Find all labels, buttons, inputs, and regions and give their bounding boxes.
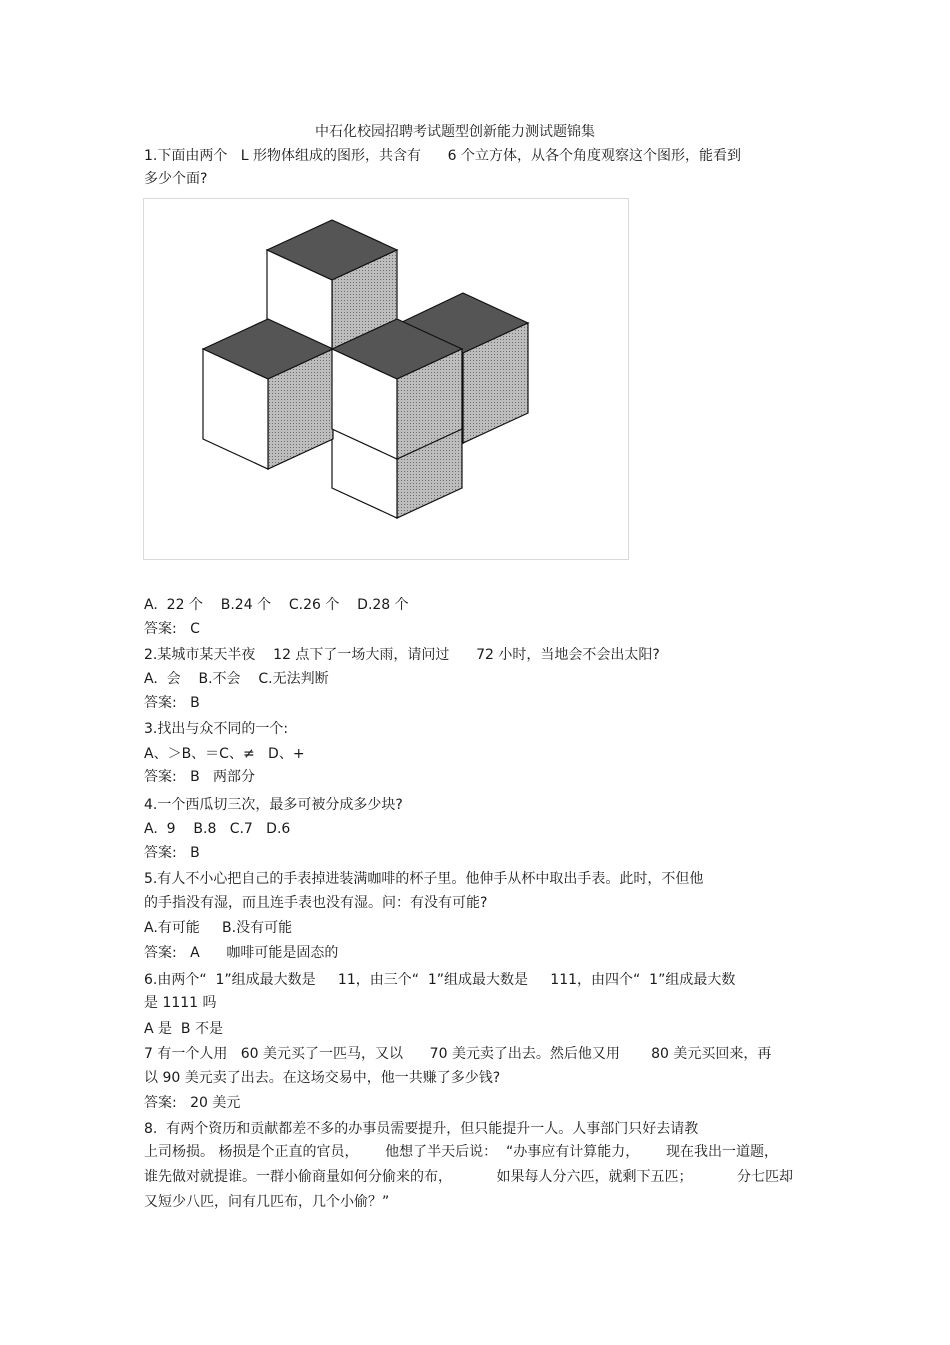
q7-text-line-2: 以 90 美元卖了出去。在这场交易中，他一共赚了多少钱?: [144, 1070, 501, 1086]
q5-text-line-1: 5.有人不小心把自己的手表掉进装满咖啡的杯子里。他伸手从杯中取出手表。此时，不但他: [144, 871, 704, 887]
q6-text-line-1: 6.由两个“ 1”组成最大数是 11，由三个“ 1”组成最大数是 111，由四个“ 1”组成最大数: [144, 972, 736, 988]
q2-options: A. 会 B.不会 C.无法判断: [144, 671, 329, 687]
q5-text-line-2: 的手指没有湿，而且连手表也没有湿。问：有没有可能?: [144, 895, 488, 911]
cube-figure: [143, 198, 629, 560]
q3-answer: 答案: B 两部分: [144, 769, 256, 785]
q3-options: A、＞B、＝C、≠ D、+: [144, 746, 305, 762]
q6-options: A 是 B 不是: [144, 1021, 223, 1037]
q1-options: A. 22 个 B.24 个 C.26 个 D.28 个: [144, 597, 409, 613]
q1-text-line-2: 多少个面?: [144, 171, 208, 187]
q4-text: 4.一个西瓜切三次，最多可被分成多少块?: [144, 797, 403, 813]
q6-text-line-2: 是 1111 吗: [144, 995, 217, 1011]
q8-text-line-4: 又短少八匹，问有几匹布，几个小偷？”: [144, 1194, 390, 1210]
q5-options: A.有可能 B.没有可能: [144, 920, 293, 936]
q8-text-line-2: 上司杨损。 杨损是个正直的官员， 他想了半天后说： “办事应有计算能力， 现在我出一道题，: [144, 1144, 779, 1160]
q7-text-line-1: 7 有一个人用 60 美元买了一匹马，又以 70 美元卖了出去。然后他又用 80 美元买回来，再: [144, 1046, 772, 1062]
q8-text-line-1: 8. 有两个资历和贡献都差不多的办事员需要提升，但只能提升一人。人事部门只好去请教: [144, 1121, 699, 1137]
q1-text-line-1: 1.下面由两个 L 形物体组成的图形，共含有 6 个立方体，从各个角度观察这个图形，能看到: [144, 148, 742, 164]
cube-center: [332, 319, 462, 459]
q3-text: 3.找出与众不同的一个:: [144, 721, 289, 737]
q4-answer: 答案: B: [144, 845, 200, 861]
q7-answer: 答案: 20 美元: [144, 1095, 241, 1111]
q2-text: 2.某城市某天半夜 12 点下了一场大雨，请问过 72 小时，当地会不会出太阳?: [144, 647, 660, 663]
q8-text-line-3: 谁先做对就提谁。一群小偷商量如何分偷来的布， 如果每人分六匹，就剩下五匹； 分七匹却: [144, 1169, 794, 1185]
q1-answer: 答案: C: [144, 621, 200, 637]
q2-answer: 答案: B: [144, 695, 200, 711]
q4-options: A. 9 B.8 C.7 D.6: [144, 821, 291, 837]
q5-answer: 答案: A 咖啡可能是固态的: [144, 945, 339, 961]
document-title: 中石化校园招聘考试题型创新能力测试题锦集: [315, 124, 595, 140]
cube-figure-svg: [143, 198, 629, 560]
cube-left: [203, 319, 333, 469]
